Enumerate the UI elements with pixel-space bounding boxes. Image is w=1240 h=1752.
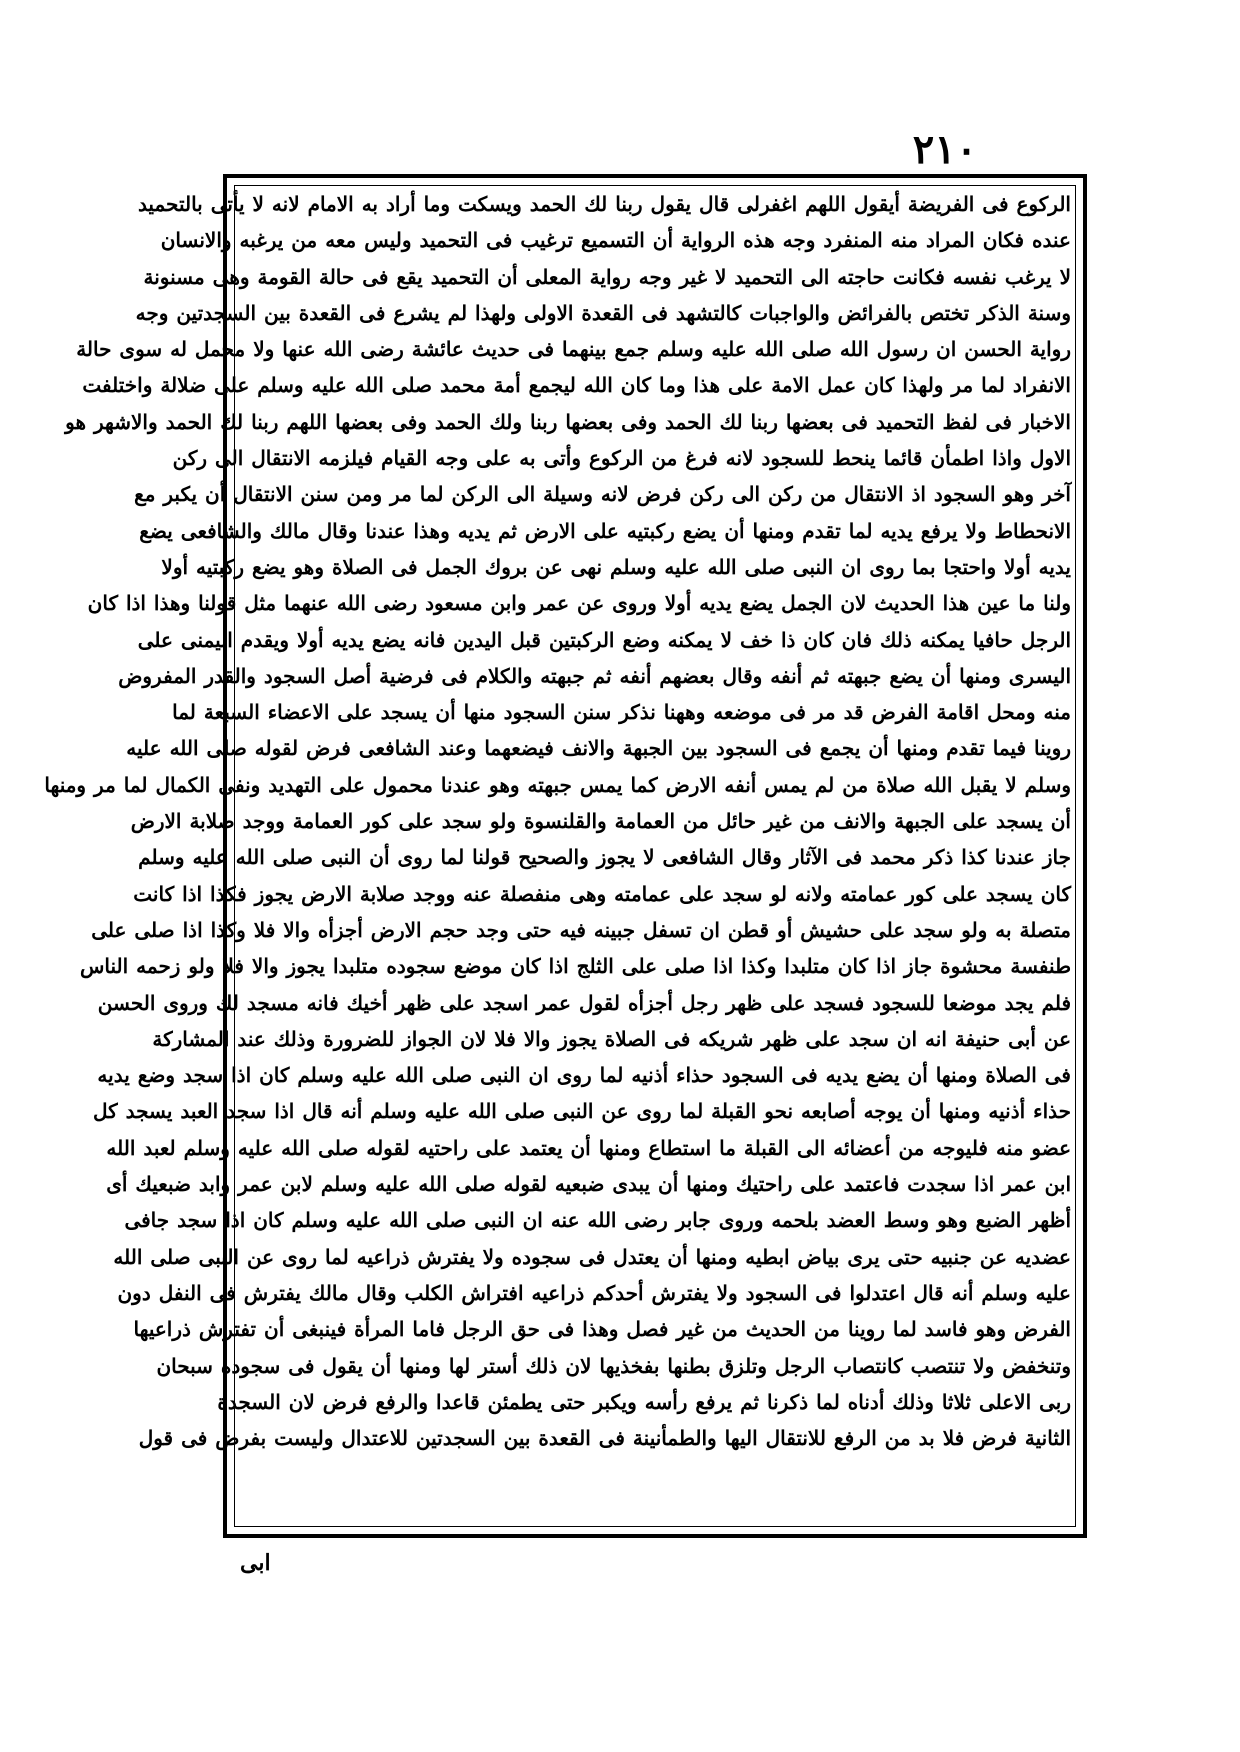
text-line: الاول واذا اطمأن قائما ينحط للسجود لانه فرغ من الركوع وأتى به على وجه القيام فيلزمه الانتقال الى ركن: [172, 446, 1071, 471]
text-line: يديه أولا واحتجا بما روى ان النبى صلى الله عليه وسلم نهى عن بروك الجمل فى الصلاة وهو يضع ركبتيه أولا: [161, 554, 1071, 579]
text-line: اليسرى ومنها أن يضع جبهته ثم أنفه وقال بعضهم أنفه ثم جبهته والكلام فى فرضية أصل السجود والقدر المفروض: [118, 663, 1071, 688]
text-line: ولنا ما عين هذا الحديث لان الجمل يضع يديه أولا وروى عن عمر وابن مسعود رضى الله عنهما مثل قولنا وهذا اذا كان: [87, 591, 1071, 616]
text-body: [44, 186, 1071, 1456]
text-line: أن يسجد على الجبهة والانف من غير حائل من العمامة والقلنسوة ولو سجد على كور العمامة ووجد صلابة الارض: [130, 809, 1071, 834]
text-line: ربى الاعلى ثلاثا وذلك أدناه لما ذكرنا ثم يرفع رأسه ويكبر حتى يطمئن قاعدا والرفع فرض لان السجدة: [217, 1389, 1071, 1414]
text-line: لا يرغب نفسه فكانت حاجته الى التحميد لا غير وجه رواية المعلى أن التحميد يقع فى حالة القومة وهى مسنونة: [143, 264, 1071, 289]
text-line: الانفراد لما مر ولهذا كان عمل الامة على هذا وما كان الله ليجمع أمة محمد صلى الله عليه وسلم على ضلالة واختلفت: [82, 373, 1071, 398]
text-frame: [44, 185, 1076, 1527]
page-number: ٢١٠: [912, 126, 978, 173]
text-line: عنده فكان المراد منه المنفرد وجه هذه الرواية أن التسميع ترغيب فى التحميد وليس معه من يرغبه والانسان: [160, 228, 1071, 253]
text-line: ابن عمر اذا سجدت فاعتمد على راحتيك ومنها أن يبدى ضبعيه لقوله صلى الله عليه وسلم لابن عمر وابد ضبعيك أى: [106, 1172, 1071, 1197]
text-line: الرجل حافيا يمكنه ذلك فان كان ذا خف لا يمكنه وضع الركبتين قبل اليدين فانه يضع يديه أولا ويقدم اليمنى على: [137, 627, 1071, 652]
text-line: عضو منه فليوجه من أعضائه الى القبلة ما استطاع ومنها أن يعتمد على راحتيه لقوله صلى الله عليه وسلم لعبد الله: [106, 1135, 1071, 1160]
text-line: فى الصلاة ومنها أن يضع يديه فى السجود حذاء أذنيه لما روى ان النبى صلى الله عليه وسلم كان اذا سجد وضع يديه: [97, 1063, 1071, 1088]
text-line: وتنخفض ولا تنتصب كانتصاب الرجل وتلزق بطنها بفخذيها لان ذلك أستر لها ومنها أن يقول فى سجوده سبحان: [156, 1353, 1071, 1378]
text-line: الانحطاط ولا يرفع يديه لما تقدم ومنها أن يضع ركبتيه على الارض ثم يديه وهذا عندنا وقال مالك والشافعى يضع: [139, 518, 1071, 543]
text-line: جاز عندنا كذا ذكر محمد فى الآثار وقال الشافعى لا يجوز والصحيح قولنا لما روى أن النبى صلى الله عليه وسلم: [138, 845, 1071, 870]
text-line: متصلة به ولو سجد على حشيش أو قطن ان تسفل جبينه فيه حتى وجد حجم الارض أجزأه والا فلا وكذا اذا صلى على: [91, 917, 1071, 942]
text-line: الفرض وهو فاسد لما روينا من الحديث من غير فصل وهذا فى حق الرجل فاما المرأة فينبغى أن تفترش ذراعيها: [133, 1317, 1071, 1342]
text-line: عن أبى حنيفة انه ان سجد على ظهر شريكه فى الصلاة يجوز والا فلا لان الجواز للضرورة وذلك عند المشاركة: [152, 1026, 1071, 1051]
text-line: طنفسة محشوة جاز اذا كان متلبدا وكذا اذا صلى على الثلج اذا كان موضع سجوده متلبدا يجوز والا فلا ولو زحمه الناس: [80, 954, 1071, 979]
text-line: رواية الحسن ان رسول الله صلى الله عليه وسلم جمع بينهما فى حديث عائشة رضى الله عنها ولا محمل له سوى حالة: [76, 337, 1071, 362]
text-line: آخر وهو السجود اذ الانتقال من ركن الى ركن فرض لانه وسيلة الى الركن لما مر ومن سنن الانتقال أن يكبر مع: [134, 482, 1071, 507]
text-line: وسنة الذكر تختص بالفرائض والواجبات كالتشهد فى القعدة الاولى ولهذا لم يشرع فى القعدة بين السجدتين وجه: [135, 300, 1071, 325]
text-line: عليه وسلم أنه قال اعتدلوا فى السجود ولا يفترش أحدكم ذراعيه افتراش الكلب وقال مالك يفترش فى النفل دون: [117, 1280, 1071, 1305]
page-border: [44, 174, 1087, 1538]
text-line: كان يسجد على كور عمامته ولانه لو سجد على عمامته وهى منفصلة عنه ووجد صلابة الارض يجوز فكذا اذا كانت: [133, 881, 1071, 906]
text-line: عضديه عن جنبيه حتى يرى بياض ابطيه ومنها أن يعتدل فى سجوده ولا يفترش ذراعيه لما روى عن النبى صلى الله: [113, 1244, 1071, 1269]
text-line: الثانية فرض فلا بد من الرفع للانتقال اليها والطمأنينة فى القعدة بين السجدتين للاعتدال وليست بفرض فى قول: [138, 1426, 1071, 1451]
text-line: حذاء أذنيه ومنها أن يوجه أصابعه نحو القبلة لما روى عن النبى صلى الله عليه وسلم أنه قال اذا سجد العبد يسجد كل: [93, 1099, 1071, 1124]
text-line: فلم يجد موضعا للسجود فسجد على ظهر رجل أجزأه لقول عمر اسجد على ظهر أخيك فانه مسجد لك وروى الحسن: [97, 990, 1071, 1015]
catchword: ابی: [240, 1550, 271, 1576]
text-line: وسلم لا يقبل الله صلاة من لم يمس أنفه الارض كما يمس جبهته وهو عندنا محمول على التهديد ونفى الكمال لما مر ومنها: [44, 772, 1071, 797]
text-line: منه ومحل اقامة الفرض قد مر فى موضعه وههنا نذكر سنن السجود منها أن يسجد على الاعضاء السبعة لما: [172, 700, 1071, 725]
text-line: روينا فيما تقدم ومنها أن يجمع فى السجود بين الجبهة والانف فيضعهما وعند الشافعى فرض لقوله صلى الله عليه: [126, 736, 1071, 761]
text-line: الركوع فى الفريضة أيقول اللهم اغفرلى قال يقول ربنا لك الحمد ويسكت وما أراد به الامام لانه لا يأتى بالتحميد: [137, 192, 1071, 216]
text-line: الاخبار فى لفظ التحميد فى بعضها ربنا لك الحمد وفى بعضها ربنا ولك الحمد وفى بعضها اللهم ربنا لك الحمد والاشهر هو: [65, 409, 1071, 434]
text-line: أظهر الضبع وهو وسط العضد بلحمه وروى جابر رضى الله عنه ان النبى صلى الله عليه وسلم كان اذا سجد جافى: [124, 1208, 1071, 1233]
